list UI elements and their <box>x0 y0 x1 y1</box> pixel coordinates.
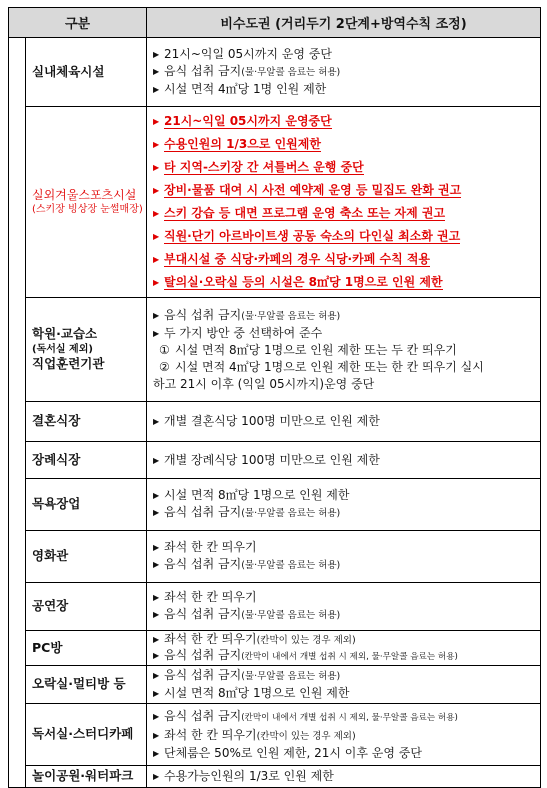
triangle-bullet-icon: ▶ <box>153 140 160 149</box>
category-cell <box>26 402 147 442</box>
triangle-bullet-icon: ▶ <box>153 610 160 619</box>
left-gutter <box>9 38 26 788</box>
rules-cell <box>147 298 541 402</box>
rule-item: ▶ 음식 섭취 금지(칸막이 내에서 개별 섭취 시 제외, 물·무알콜 음료는 허용) <box>153 647 458 662</box>
category-label: 독서실·스터디카페 <box>32 726 134 742</box>
table-row <box>9 402 541 442</box>
rule-continuation: 하고 21시 이후 (익일 05시까지)운영 중단 <box>153 376 375 391</box>
rules-cell <box>147 666 541 704</box>
rules-cell <box>147 479 541 531</box>
triangle-bullet-icon: ▶ <box>153 671 160 680</box>
circled-number-marker: ② <box>159 359 170 374</box>
triangle-bullet-icon: ▶ <box>153 491 160 500</box>
rules-table <box>8 7 541 788</box>
table-row <box>9 583 541 631</box>
rule-item: ▶ 장비·물품 대여 시 사전 예약제 운영 등 밀집도 완화 권고 <box>153 183 462 197</box>
table-row <box>9 38 541 107</box>
rule-item: ▶ 좌석 한 칸 띄우기(칸막이 있는 경우 제외) <box>153 727 356 742</box>
rule-item: ① 시설 면적 8㎡당 1명으로 인원 제한 또는 두 칸 띄우기 <box>159 342 457 357</box>
triangle-bullet-icon: ▶ <box>153 209 160 218</box>
rule-item: ▶ 음식 섭취 금지(물·무알콜 음료는 허용) <box>153 668 341 682</box>
rule-item: ▶ 21시~익일 05시까지 운영중단 <box>153 114 332 128</box>
category-label: 공연장 <box>32 598 69 614</box>
triangle-bullet-icon: ▶ <box>153 50 160 59</box>
header-category: 구분 <box>9 8 147 38</box>
triangle-bullet-icon: ▶ <box>153 689 160 698</box>
category-label: 놀이공원·워터파크 <box>32 768 134 784</box>
table-header-row <box>9 8 541 38</box>
rule-item: ▶ 두 가지 방안 중 선택하여 준수 <box>153 325 323 340</box>
triangle-bullet-icon: ▶ <box>153 232 160 241</box>
triangle-bullet-icon: ▶ <box>153 310 160 320</box>
category-cell <box>26 766 147 788</box>
triangle-bullet-icon: ▶ <box>153 117 160 126</box>
rule-item: ▶ 단체룸은 50%로 인원 제한, 21시 이후 운영 중단 <box>153 745 422 760</box>
triangle-bullet-icon: ▶ <box>153 560 160 569</box>
table-row <box>9 479 541 531</box>
table-row <box>9 666 541 704</box>
triangle-bullet-icon: ▶ <box>153 255 160 264</box>
circled-number-marker: ① <box>159 342 170 357</box>
table-row <box>9 107 541 298</box>
rule-item: ▶ 좌석 한 칸 띄우기 <box>153 540 257 554</box>
category-cell <box>26 704 147 766</box>
triangle-bullet-icon: ▶ <box>153 278 160 287</box>
rules-cell <box>147 704 541 766</box>
category-label: 결혼식장 <box>32 413 81 429</box>
table-row <box>9 298 541 402</box>
triangle-bullet-icon: ▶ <box>153 186 160 195</box>
header-title: 비수도권 (거리두기 2단계+방역수칙 조정) <box>147 8 541 38</box>
rules-cell <box>147 442 541 479</box>
triangle-bullet-icon: ▶ <box>153 593 160 602</box>
triangle-bullet-icon: ▶ <box>153 163 160 172</box>
category-cell <box>26 531 147 583</box>
category-cell <box>26 298 147 402</box>
category-label: 목욕장업 <box>32 496 81 512</box>
triangle-bullet-icon: ▶ <box>153 328 160 338</box>
rule-item: ▶ 개별 장례식당 100명 미만으로 인원 제한 <box>153 452 380 467</box>
category-cell <box>26 479 147 531</box>
category-label: 장례식장 <box>32 451 81 467</box>
category-label: 영화관 <box>32 548 69 564</box>
rule-item: ▶ 시설 면적 4㎡당 1명 인원 제한 <box>153 82 327 96</box>
rule-item: ▶ 시설 면적 8㎡당 1명으로 인원 제한 <box>153 686 350 700</box>
table-row <box>9 531 541 583</box>
category-label: PC방 <box>32 639 63 655</box>
rules-cell <box>147 107 541 298</box>
rules-cell <box>147 402 541 442</box>
rule-item: ② 시설 면적 4㎡당 1명으로 인원 제한 또는 한 칸 띄우기 실시 <box>159 359 484 374</box>
category-cell <box>26 107 147 298</box>
category-label: 오락실·멀티방 등 <box>32 676 126 692</box>
rules-cell <box>147 38 541 107</box>
rule-item: ▶ 음식 섭취 금지(칸막이 내에서 개별 섭취 시 제외, 물·무알콜 음료는 허용) <box>153 708 458 723</box>
triangle-bullet-icon: ▶ <box>153 711 160 721</box>
category-label: 실외겨울스포츠시설 <box>32 188 137 203</box>
category-cell <box>26 38 147 107</box>
category-cell <box>26 631 147 666</box>
rule-item: ▶ 음식 섭취 금지(물·무알콜 음료는 허용) <box>153 505 341 519</box>
rule-item: ▶ 음식 섭취 금지(물·무알콜 음료는 허용) <box>153 557 341 571</box>
triangle-bullet-icon: ▶ <box>153 85 160 94</box>
triangle-bullet-icon: ▶ <box>153 508 160 517</box>
triangle-bullet-icon: ▶ <box>153 634 160 644</box>
rule-item: ▶ 음식 섭취 금지(물·무알콜 음료는 허용) <box>153 607 341 621</box>
rule-item: ▶ 음식 섭취 금지(물·무알콜 음료는 허용) <box>153 307 341 322</box>
triangle-bullet-icon: ▶ <box>153 417 160 426</box>
rule-item: ▶ 타 지역-스키장 간 셔틀버스 운행 중단 <box>153 160 364 174</box>
rule-item: ▶ 스키 강습 등 대면 프로그램 운영 축소 또는 자제 권고 <box>153 206 446 220</box>
rules-cell <box>147 766 541 788</box>
category-label: 실내체육시설 <box>32 63 105 79</box>
category-cell <box>26 583 147 631</box>
rule-item: ▶ 좌석 한 칸 띄우기 <box>153 590 257 604</box>
rule-item: ▶ 좌석 한 칸 띄우기(칸막이 있는 경우 제외) <box>153 631 356 646</box>
category-label-2: 직업훈련기관 <box>32 356 105 372</box>
category-sublabel: (독서실 제외) <box>32 343 93 355</box>
category-cell <box>26 666 147 704</box>
triangle-bullet-icon: ▶ <box>153 455 160 465</box>
rule-item: ▶ 부대시설 중 식당·카페의 경우 식당·카페 수칙 적용 <box>153 252 431 266</box>
triangle-bullet-icon: ▶ <box>153 650 160 660</box>
rule-item: ▶ 탈의실·오락실 등의 시설은 8㎡당 1명으로 인원 제한 <box>153 275 443 289</box>
triangle-bullet-icon: ▶ <box>153 67 160 76</box>
table-row <box>9 766 541 788</box>
rules-cell <box>147 631 541 666</box>
triangle-bullet-icon: ▶ <box>153 748 160 758</box>
table-row <box>9 704 541 766</box>
rules-cell <box>147 531 541 583</box>
rule-item: ▶ 수용인원의 1/3으로 인원제한 <box>153 137 321 151</box>
triangle-bullet-icon: ▶ <box>153 730 160 740</box>
rule-item: ▶ 개별 결혼식당 100명 미만으로 인원 제한 <box>153 414 380 428</box>
table-row <box>9 631 541 666</box>
triangle-bullet-icon: ▶ <box>153 772 160 781</box>
rules-cell <box>147 583 541 631</box>
triangle-bullet-icon: ▶ <box>153 543 160 552</box>
rule-item: ▶ 21시~익일 05시까지 운영 중단 <box>153 47 332 61</box>
rule-item: ▶ 음식 섭취 금지(물·무알콜 음료는 허용) <box>153 64 341 78</box>
table-row <box>9 442 541 479</box>
category-cell <box>26 442 147 479</box>
rule-item: ▶ 수용가능인원의 1/3로 인원 제한 <box>153 769 334 783</box>
category-sublabel: (스키장 빙상장 눈썰매장) <box>32 204 143 216</box>
rule-item: ▶ 직원·단기 아르바이트생 공동 숙소의 다인실 최소화 권고 <box>153 229 461 243</box>
rule-item: ▶ 시설 면적 8㎡당 1명으로 인원 제한 <box>153 488 350 502</box>
category-label: 학원·교습소 <box>32 325 98 341</box>
